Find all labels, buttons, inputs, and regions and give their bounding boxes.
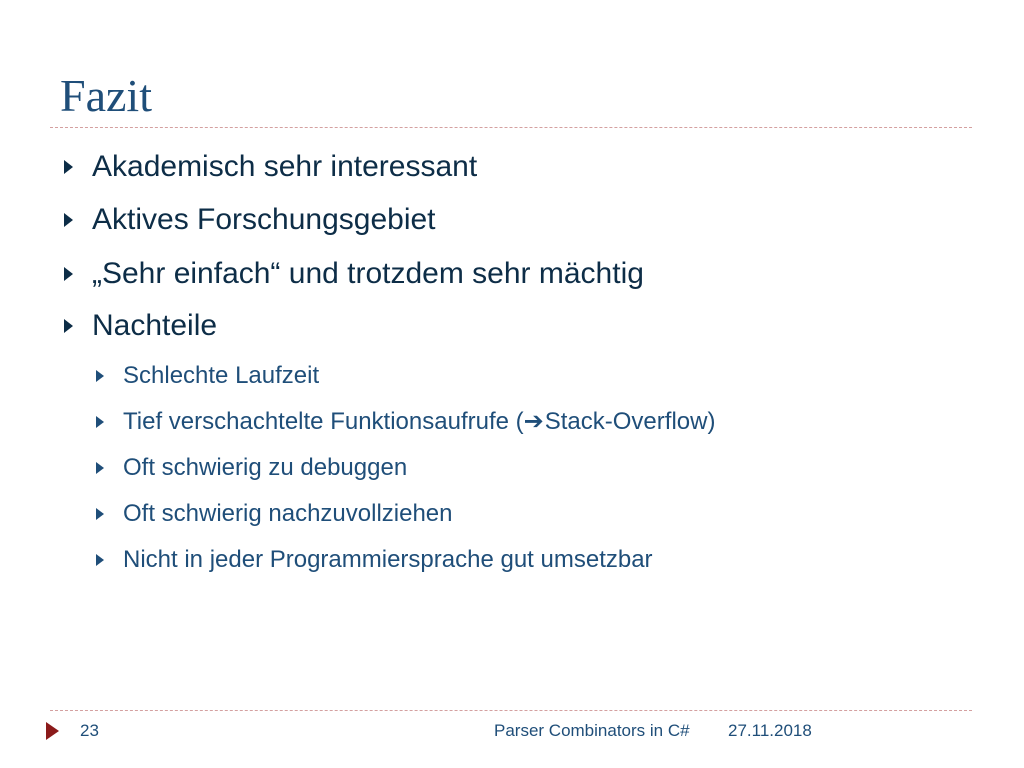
sub-bullet-item: Nicht in jeder Programmiersprache gut umsetzbar: [123, 546, 653, 573]
bullet-marker-icon: [64, 267, 73, 281]
sub-bullet-marker-icon: [96, 370, 104, 382]
slide-title: Fazit: [60, 70, 152, 121]
sub-bullet-text: Stack-Overflow): [544, 408, 716, 435]
bullet-item: Akademisch sehr interessant: [92, 150, 478, 183]
sub-bullet-marker-icon: [96, 508, 104, 520]
footer-divider: [50, 710, 972, 711]
bullet-item: Aktives Forschungsgebiet: [92, 203, 436, 236]
bullet-marker-icon: [64, 319, 73, 333]
sub-bullet-marker-icon: [96, 416, 104, 428]
bullet-item: „Sehr einfach“ und trotzdem sehr mächtig: [92, 257, 644, 290]
right-arrow-icon: ➔: [523, 408, 544, 435]
bullet-item: Nachteile: [92, 309, 218, 342]
sub-bullet-item: Schlechte Laufzeit: [123, 362, 320, 389]
bullet-marker-icon: [64, 213, 73, 227]
footer-date: 27.11.2018: [728, 721, 812, 740]
bullet-marker-icon: [64, 160, 73, 174]
sub-bullet-item: Oft schwierig zu debuggen: [123, 454, 408, 481]
footer-title: Parser Combinators in C#: [494, 721, 690, 740]
slide-number: 23: [80, 721, 99, 740]
sub-bullet-item: Oft schwierig nachzuvollziehen: [123, 500, 453, 527]
sub-bullet-text: Tief verschachtelte Funktionsaufrufe (: [123, 408, 524, 435]
sub-bullet-item: [123, 407, 715, 437]
corner-triangle-icon: [46, 722, 59, 740]
sub-bullet-marker-icon: [96, 554, 104, 566]
sub-bullet-marker-icon: [96, 462, 104, 474]
